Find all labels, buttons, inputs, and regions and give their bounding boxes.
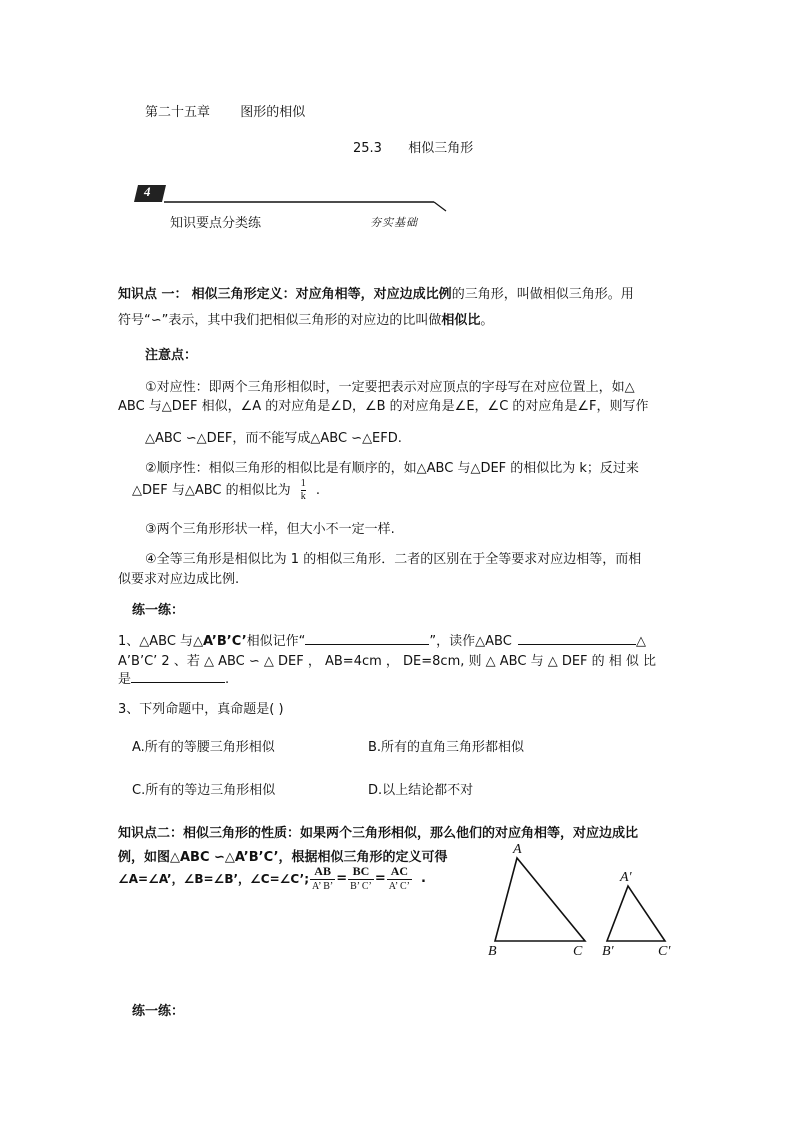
equals-sign: = <box>374 871 386 886</box>
ratio-bc-den: B’ C’ <box>350 881 372 892</box>
note-4-line1: ④全等三角形是相似比为 1 的相似三角形．二者的区别在于全等要求对应边相等，而相 <box>145 552 642 567</box>
question-1-line3 <box>118 668 229 687</box>
banner-subtitle: 夯实基础 <box>370 216 418 229</box>
q1-text: ”，读作△ABC <box>429 634 512 649</box>
angle-equalities: ∠A=∠A’，∠B=∠B’，∠C=∠C’; <box>118 872 310 886</box>
note-1-line3: △ABC ∽△DEF，而不能写成△ABC ∽△EFD. <box>145 431 402 446</box>
q1-answer-blank-1[interactable] <box>305 632 429 645</box>
triangle-abc <box>495 858 585 941</box>
formula-end: . <box>421 871 426 886</box>
note-2-text: △DEF 与△ABC 的相似比为 <box>132 483 291 498</box>
frac-denominator: k <box>300 491 306 502</box>
similar-triangles-figure <box>480 840 690 965</box>
note-2-text: . <box>315 483 321 498</box>
kp2-formula <box>118 864 426 893</box>
option-b: B.所有的直角三角形都相似 <box>368 740 525 755</box>
kp1-line1 <box>118 282 634 308</box>
section-banner <box>134 183 454 233</box>
ratio-ab <box>310 864 335 893</box>
q2-answer-blank[interactable] <box>131 670 225 683</box>
kp1-text: 。 <box>480 313 494 328</box>
question-1-line2: A’B’C’ 2 、若 △ ABC ∽ △ DEF ， AB=4cm ， DE=8cm, 则 △ ABC 与 △ DEF 的 相 似 比 <box>118 654 657 669</box>
chapter-heading <box>145 101 305 120</box>
note-1-line2: ABC 与△DEF 相似，∠A 的对应角是∠D，∠B 的对应角是∠E，∠C 的对应角是∠F，则写作 <box>118 399 649 414</box>
kp1-line2 <box>118 308 634 334</box>
knowledge-point-1 <box>118 282 634 334</box>
kp1-def-tail: 的三角形，叫做相似三角形。用 <box>451 287 634 302</box>
q1-answer-blank-2[interactable] <box>518 632 636 645</box>
option-a: A.所有的等腰三角形相似 <box>132 740 275 755</box>
ratio-ab-den: A’ B’ <box>312 881 334 892</box>
kp1-head: 知识点 一： <box>118 287 188 302</box>
note-2-fraction <box>301 478 306 503</box>
ratio-ac-num: AC <box>387 864 412 880</box>
chapter-title: 图形的相似 <box>240 105 306 120</box>
note-1-line1: ①对应性：即两个三角形相似时，一定要把表示对应顶点的字母写在对应位置上，如△ <box>145 380 635 395</box>
vertex-c: C <box>573 944 583 959</box>
similarity-ratio-term: 相似比 <box>441 313 481 328</box>
option-c: C.所有的等边三角形相似 <box>132 783 276 798</box>
kp2-line2: 例，如图△ABC ∽△A’B’C’，根据相似三角形的定义可得 <box>118 850 448 865</box>
note-3: ③两个三角形形状一样，但大小不一定一样. <box>145 522 395 537</box>
section-number: 25.3 <box>353 141 382 156</box>
q1-text: 相似记作“ <box>246 634 306 649</box>
kp2-line1: 知识点二：相似三角形的性质：如果两个三角形相似，那么他们的对应角相等，对应边成比 <box>118 826 639 841</box>
vertex-a-prime: A′ <box>620 870 632 885</box>
equals-sign: = <box>336 871 348 886</box>
similar-symbol: ∽ <box>150 313 162 328</box>
ratio-ac <box>387 864 412 893</box>
frac-numerator: 1 <box>300 478 306 489</box>
note-2-line2 <box>132 478 320 503</box>
vertex-b: B <box>488 944 497 959</box>
kp1-text: ”表示，其中我们把相似三角形的对应边的比叫做 <box>161 313 442 328</box>
option-d: D.以上结论都不对 <box>368 783 474 798</box>
note-4-line2: 似要求对应边成比例. <box>118 572 240 587</box>
kp1-text: 符号“ <box>118 313 151 328</box>
chapter-number: 第二十五章 <box>145 105 211 120</box>
q1-text: △ <box>635 634 646 649</box>
question-3: 3、下列命题中，真命题是( ) <box>118 702 284 717</box>
note-2-line1: ②顺序性：相似三角形的相似比是有顺序的，如△ABC 与△DEF 的相似比为 k；反过来 <box>145 461 639 476</box>
ratio-ac-den: A’ C’ <box>388 881 410 892</box>
section-heading <box>353 137 473 156</box>
practice-1-title: 练一练： <box>132 603 185 618</box>
question-1-line1 <box>118 630 646 649</box>
notes-title: 注意点： <box>145 348 198 363</box>
q2-text: 是 <box>118 672 132 687</box>
vertex-b-prime: B′ <box>602 944 614 959</box>
banner-label: 知识要点分类练 <box>170 216 262 231</box>
vertex-a: A <box>513 842 522 857</box>
banner-badge: 4 <box>144 184 151 199</box>
ratio-bc <box>348 864 374 893</box>
ratio-ab-num: AB <box>310 864 335 880</box>
section-title: 相似三角形 <box>408 141 474 156</box>
practice-2-title: 练一练： <box>132 1004 185 1019</box>
q1-text: 1、△ABC 与 <box>118 634 194 649</box>
ratio-bc-num: BC <box>348 864 374 880</box>
q1-triangle: △A’B’C’ <box>193 634 247 649</box>
triangle-a-prime <box>607 886 665 941</box>
q2-text: . <box>225 672 230 687</box>
kp1-definition: 相似三角形定义：对应角相等，对应边成比例 <box>191 287 452 302</box>
vertex-c-prime: C′ <box>658 944 671 959</box>
